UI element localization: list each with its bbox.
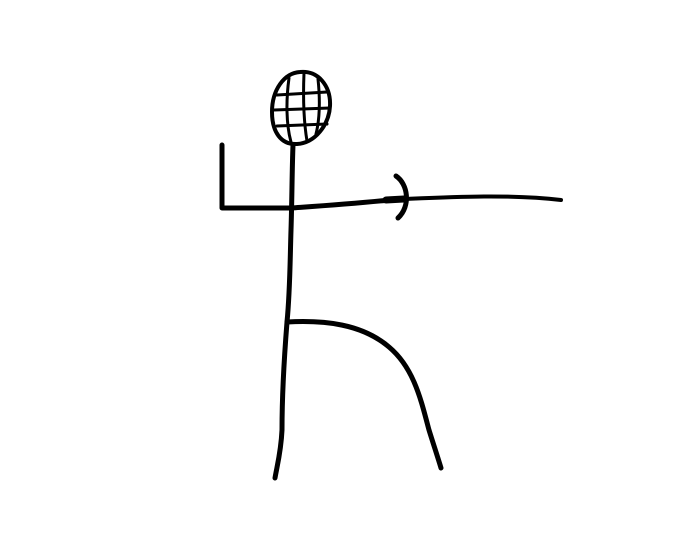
torso [287, 145, 293, 322]
foil-blade [404, 196, 561, 200]
front-leg [287, 322, 441, 468]
back-leg [275, 322, 287, 478]
back-arm [222, 145, 292, 208]
front-arm [292, 200, 390, 208]
fencer-figure [222, 72, 561, 478]
fencing-mask [272, 72, 330, 144]
mask-mesh-horizontal [274, 92, 330, 126]
foil-handle [386, 199, 404, 200]
